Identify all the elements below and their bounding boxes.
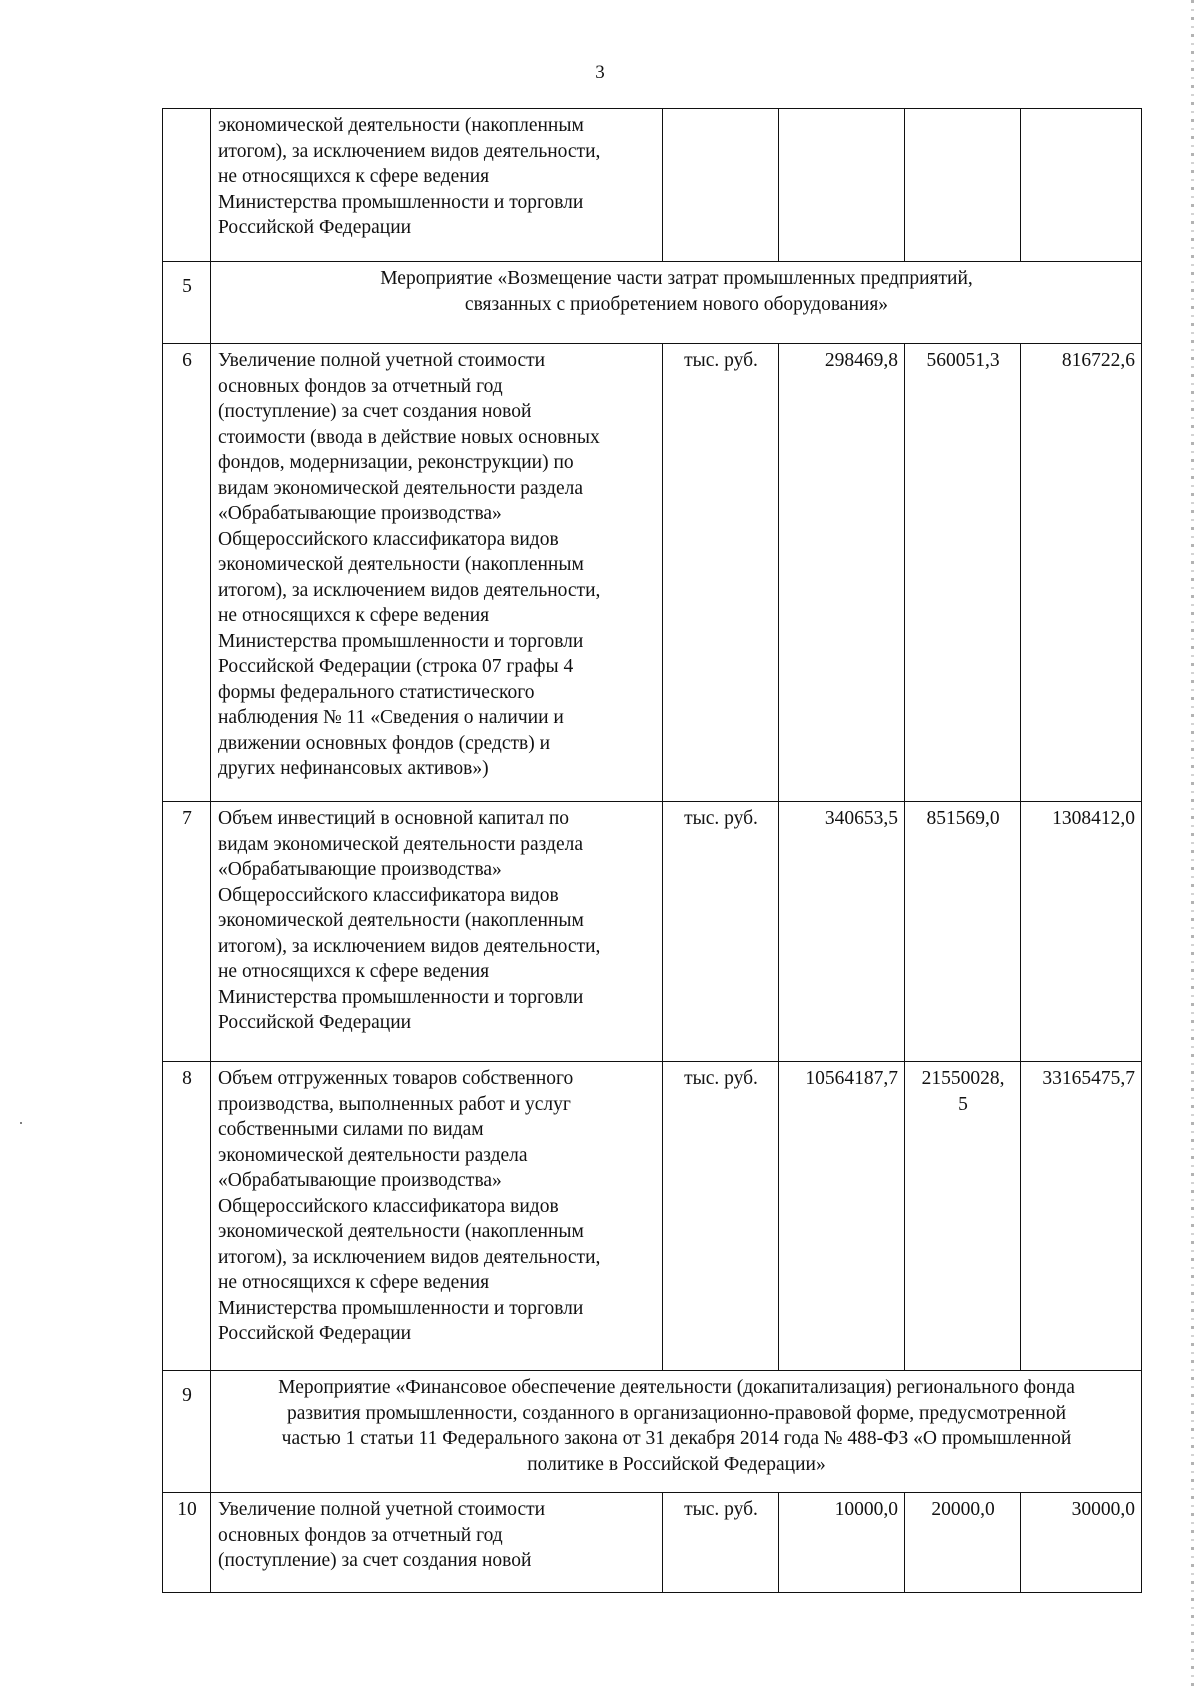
indicator-text: Объем отгруженных товаров собственного производства, выполненных работ и услуг собственными силами по видам экономической деятельности раздела «Обрабатывающие производства» Общероссийского классификатора видов экономической деятельности (накопленным итогом), за исключением видов деятельности, не относящихся к сфере ведения Министерства промышленности и торговли Российской Федерации xyxy=(211,1062,663,1371)
value-cell: 1308412,0 xyxy=(1021,802,1142,1062)
value-cell: 20000,0 xyxy=(905,1493,1021,1593)
table-row xyxy=(163,802,1142,1062)
table-row xyxy=(163,1493,1142,1593)
unit-cell xyxy=(663,109,779,262)
unit-cell: тыс. руб. xyxy=(663,1062,779,1371)
table-row xyxy=(163,1062,1142,1371)
row-number: 8 xyxy=(163,1062,211,1371)
indicator-text: Увеличение полной учетной стоимости основных фондов за отчетный год (поступление) за счет создания новой xyxy=(211,1493,663,1593)
section-heading: Мероприятие «Финансовое обеспечение деятельности (докапитализация) регионального фонда развития промышленности, созданного в организационно-правовой форме, предусмотренной частью 1 статьи 11 Федерального закона от 31 декабря 2014 года № 488-ФЗ «О промышленной политике в Российской Федерации» xyxy=(211,1371,1142,1493)
table-row xyxy=(163,344,1142,802)
value-cell: 340653,5 xyxy=(779,802,905,1062)
value-cell: 33165475,7 xyxy=(1021,1062,1142,1371)
table-row xyxy=(163,109,1142,262)
value-cell: 816722,6 xyxy=(1021,344,1142,802)
row-number: 7 xyxy=(163,802,211,1062)
scan-edge-artifact xyxy=(1191,0,1194,1686)
unit-cell: тыс. руб. xyxy=(663,344,779,802)
value-cell: 560051,3 xyxy=(905,344,1021,802)
indicator-text: экономической деятельности (накопленным итогом), за исключением видов деятельности, не относящихся к сфере ведения Министерства промышленности и торговли Российской Федерации xyxy=(211,109,663,262)
section-row xyxy=(163,262,1142,344)
value-cell: 10564187,7 xyxy=(779,1062,905,1371)
row-number xyxy=(163,109,211,262)
value-cell xyxy=(1021,109,1142,262)
value-cell: 10000,0 xyxy=(779,1493,905,1593)
section-heading: Мероприятие «Возмещение части затрат промышленных предприятий, связанных с приобретением нового оборудования» xyxy=(211,262,1142,344)
row-number: 6 xyxy=(163,344,211,802)
value-cell: 21550028, 5 xyxy=(905,1062,1021,1371)
value-cell xyxy=(779,109,905,262)
row-number: 5 xyxy=(163,262,211,344)
value-cell: 851569,0 xyxy=(905,802,1021,1062)
row-number: 9 xyxy=(163,1371,211,1493)
scan-speck xyxy=(20,1122,22,1124)
unit-cell: тыс. руб. xyxy=(663,1493,779,1593)
page-number: 3 xyxy=(595,62,605,83)
value-cell xyxy=(905,109,1021,262)
value-cell: 298469,8 xyxy=(779,344,905,802)
row-number: 10 xyxy=(163,1493,211,1593)
indicator-text: Увеличение полной учетной стоимости основных фондов за отчетный год (поступление) за счет создания новой стоимости (ввода в действие новых основных фондов, модернизации, реконструкции) по видам экономической деятельности раздела «Обрабатывающие производства» Общероссийского классификатора видов экономической деятельности (накопленным итогом), за исключением видов деятельности, не относящихся к сфере ведения Министерства промышленности и торговли Российской Федерации (строка 07 графы 4 формы федерального статистического наблюдения № 11 «Сведения о наличии и движении основных фондов (средств) и других нефинансовых активов») xyxy=(211,344,663,802)
value-cell: 30000,0 xyxy=(1021,1493,1142,1593)
section-row xyxy=(163,1371,1142,1493)
indicator-text: Объем инвестиций в основной капитал по видам экономической деятельности раздела «Обрабатывающие производства» Общероссийского классификатора видов экономической деятельности (накопленным итогом), за исключением видов деятельности, не относящихся к сфере ведения Министерства промышленности и торговли Российской Федерации xyxy=(211,802,663,1062)
unit-cell: тыс. руб. xyxy=(663,802,779,1062)
indicators-table xyxy=(162,108,1142,1593)
